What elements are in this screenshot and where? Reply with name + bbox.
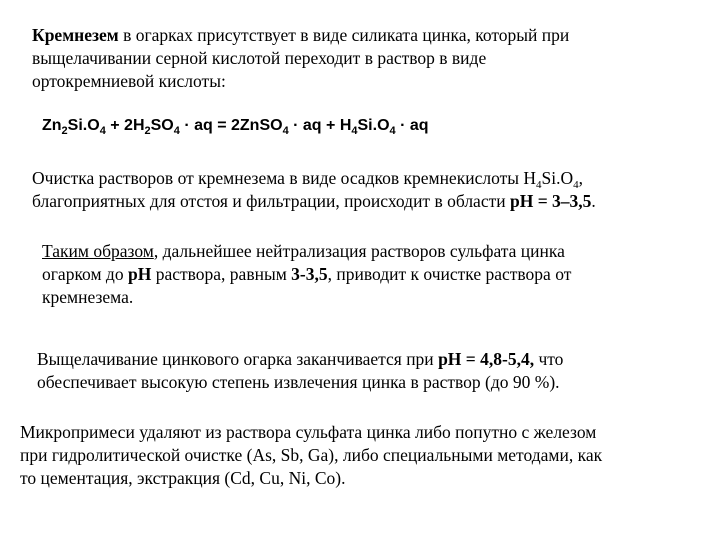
eq-sub: 4 — [282, 125, 289, 137]
text-line: выщелачивании серной кислотой переходит в раствор в виде — [32, 48, 487, 68]
text-line — [42, 240, 571, 263]
eq-sub: 4 — [389, 125, 396, 137]
text-span: , приводит к очистке раствора от — [327, 264, 572, 284]
text-span: , дальнейшее нейтрализация растворов сульфата цинка — [153, 241, 565, 261]
text-span: благоприятных для отстоя и фильтрации, происходит в области — [32, 191, 510, 211]
eq-part: · aq + H — [288, 117, 352, 134]
eq-sub: 4 — [99, 125, 106, 137]
lead-phrase: Таким образом — [42, 241, 154, 261]
text-line — [32, 24, 569, 47]
eq-part: Si.O — [357, 117, 390, 134]
text-line: ортокремниевой кислоты: — [32, 71, 226, 91]
paragraph-microimpurities — [20, 421, 602, 490]
eq-sub: 2 — [144, 125, 151, 137]
text-span: Выщелачивание цинкового огарка заканчивается при — [37, 349, 439, 369]
eq-part: + 2H — [105, 117, 145, 134]
paragraph-leaching — [37, 348, 563, 394]
ph-label: pH — [127, 264, 152, 284]
text-span: в огарках присутствует в виде силиката цинка, который при — [118, 25, 570, 45]
text-line — [32, 190, 596, 213]
text-line — [32, 167, 596, 190]
ph-range: 3-3,5 — [291, 264, 328, 284]
text-span: Si.O — [541, 168, 574, 188]
text-span: . — [591, 191, 596, 211]
text-span: что — [534, 349, 564, 369]
text-span: раствора, равным — [151, 264, 292, 284]
ph-value: pH = 3–3,5 — [509, 191, 592, 211]
text-line: при гидролитической очистке (As, Sb, Ga), либо специальными методами, как — [20, 445, 603, 465]
text-line — [42, 263, 571, 286]
term-silica: Кремнезем — [32, 25, 119, 45]
eq-sub: 4 — [173, 125, 180, 137]
paragraph-neutralization — [42, 240, 571, 309]
eq-part: Si.O — [67, 117, 100, 134]
text-line — [37, 348, 563, 371]
text-span: огарком до — [42, 264, 128, 284]
eq-part: SO — [150, 117, 174, 134]
ph-value: pH = 4,8-5,4, — [438, 349, 535, 369]
paragraph-purification — [32, 167, 596, 213]
text-line: обеспечивает высокую степень извлечения цинка в раствор (до 90 %). — [37, 372, 560, 392]
formula-sub: 4 — [536, 179, 542, 191]
eq-sub: 2 — [61, 125, 68, 137]
chemical-equation — [42, 114, 429, 137]
text-line: Микропримеси удаляют из раствора сульфата цинка либо попутно с железом — [20, 422, 597, 442]
eq-part: Zn — [42, 117, 62, 134]
eq-part: · aq — [395, 117, 429, 134]
formula-sub: 4 — [573, 179, 579, 191]
eq-sub: 4 — [351, 125, 358, 137]
text-line: то цементация, экстракция (Cd, Cu, Ni, Co). — [20, 468, 346, 488]
paragraph-silica — [32, 24, 569, 93]
text-line: кремнезема. — [42, 287, 134, 307]
text-span: Очистка растворов от кремнезема в виде осадков кремнекислоты H — [32, 168, 537, 188]
eq-part: · aq = 2ZnSO — [179, 117, 283, 134]
text-span: , — [578, 168, 583, 188]
